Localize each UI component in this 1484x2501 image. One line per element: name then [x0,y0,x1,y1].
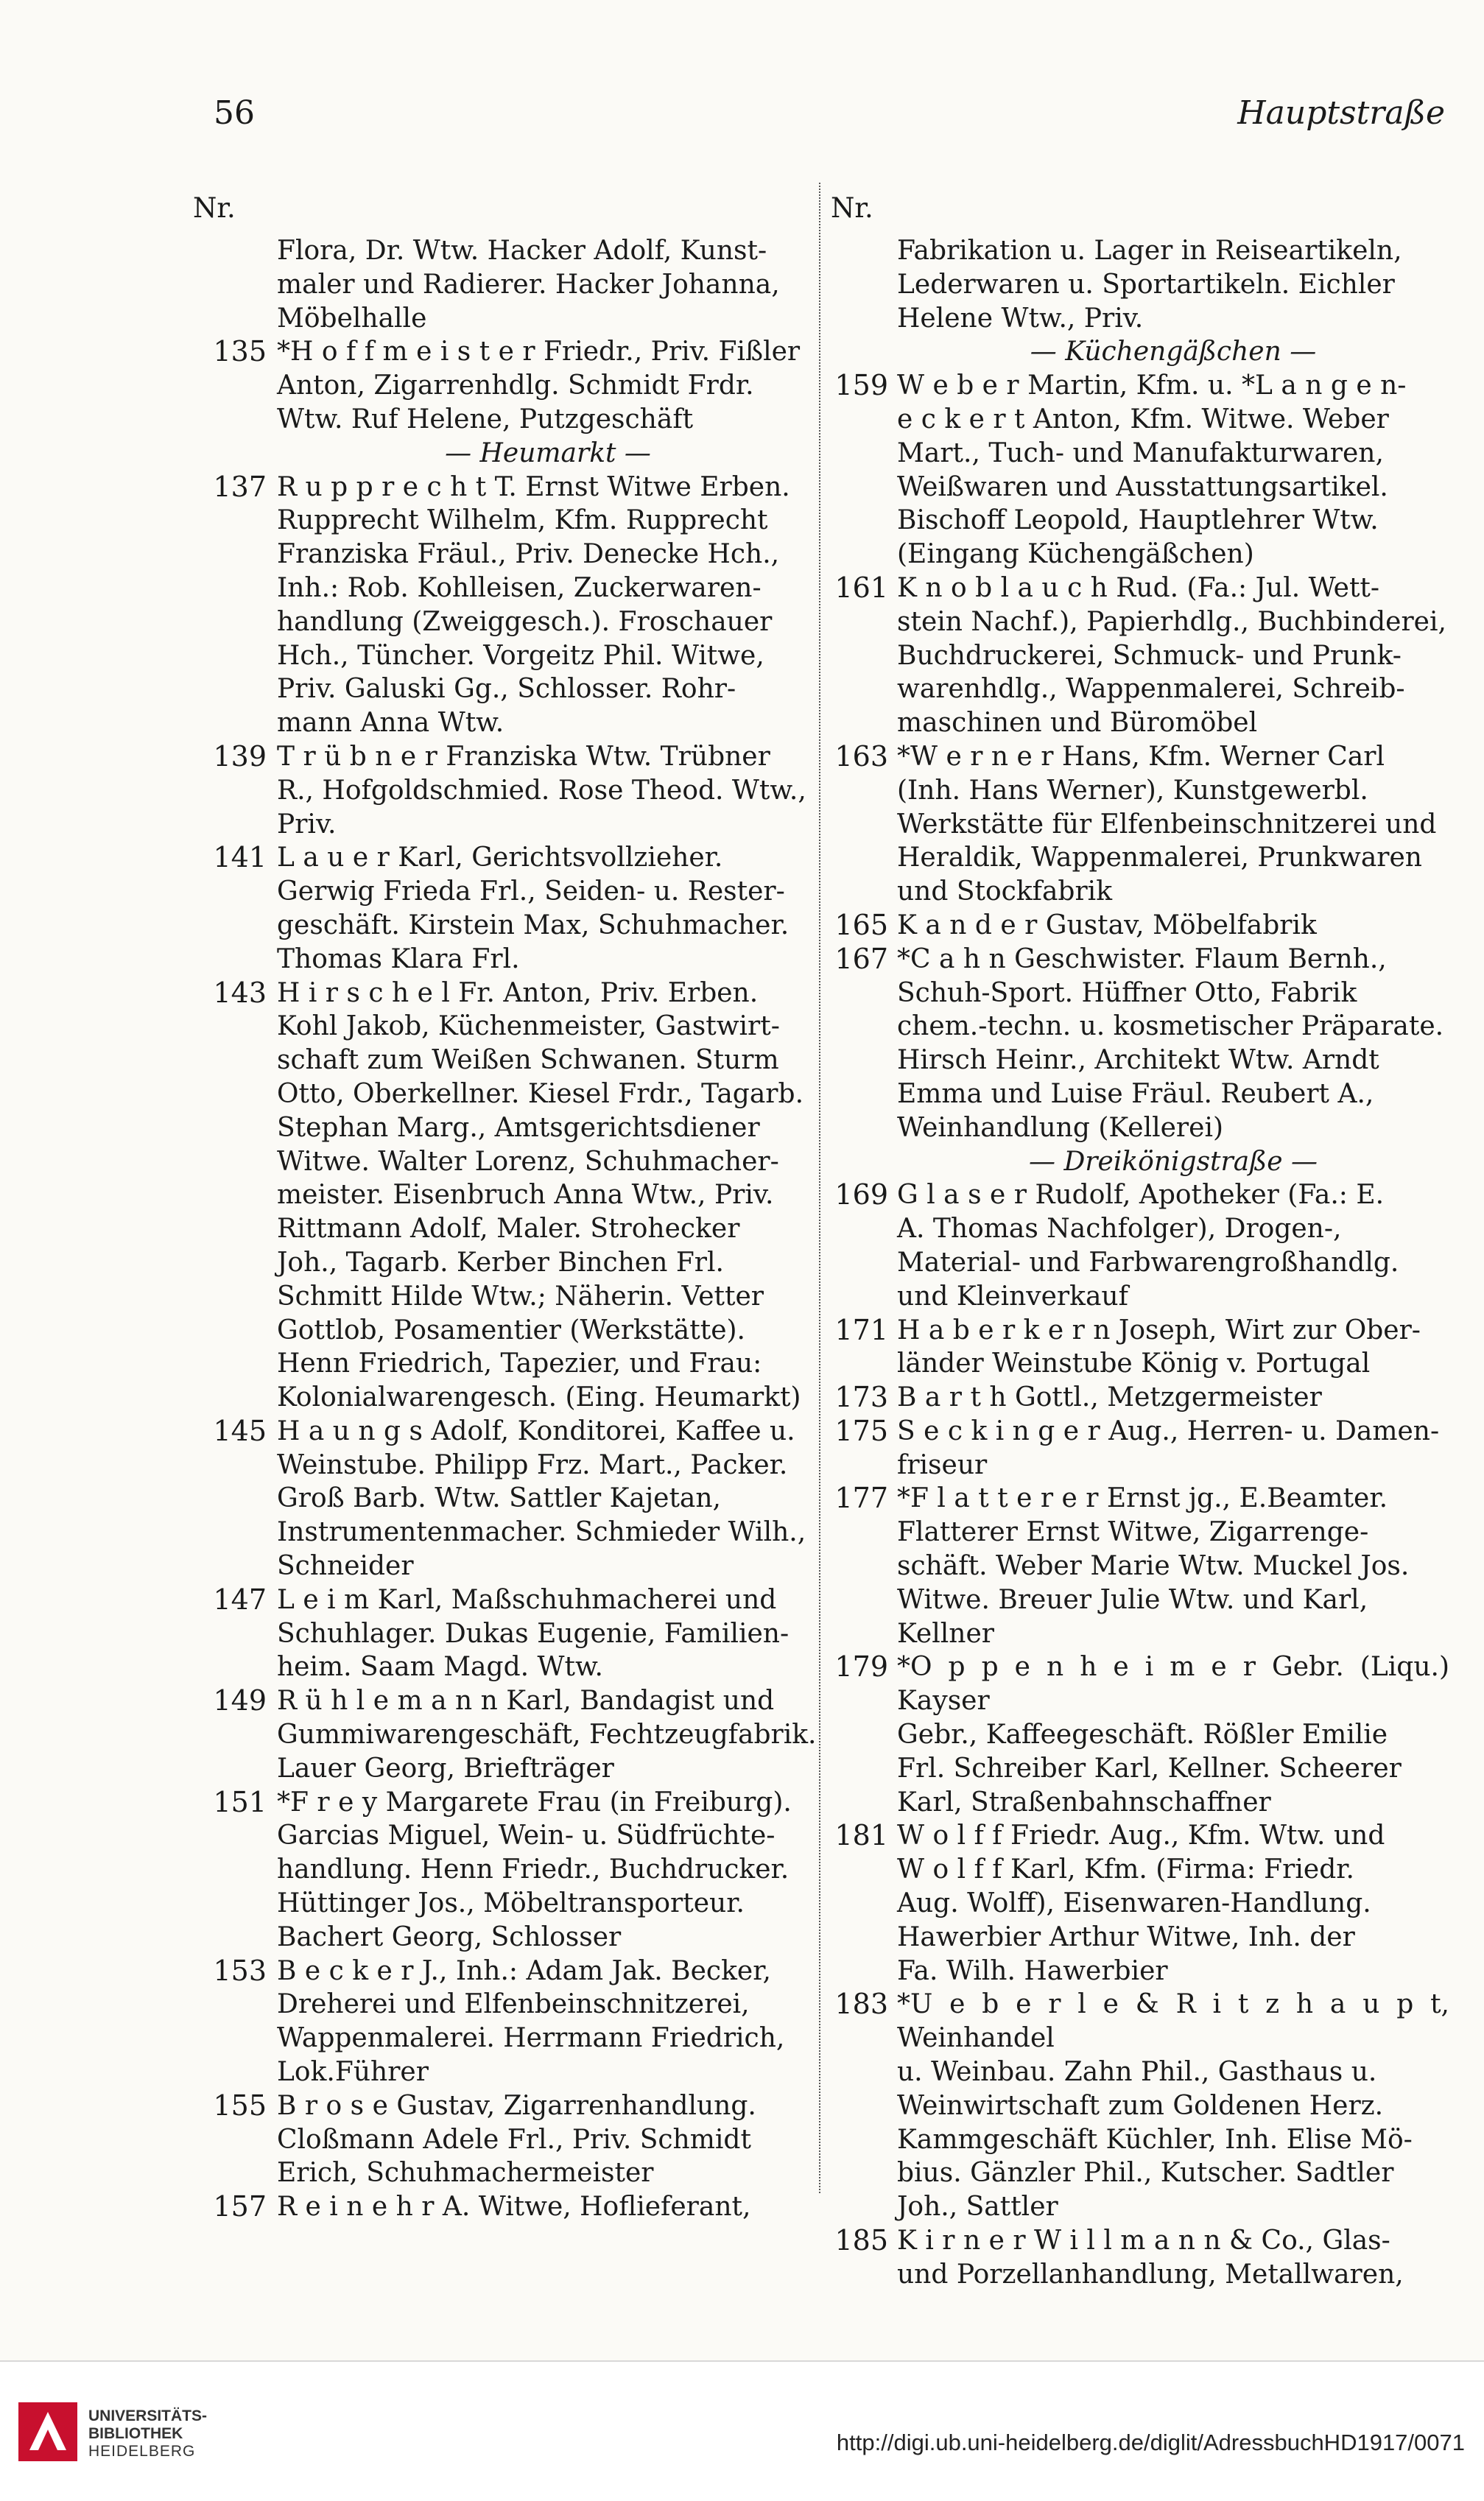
entry-text [897,1415,1449,1482]
entry-line: Gerwig Frieda Frl., Seiden- u. Rester- [277,876,785,907]
entry-line: maler und Radierer. Hacker Johanna, [277,269,780,300]
left-column [193,183,819,2224]
house-number: 145 [213,1414,267,1447]
house-number: 153 [213,1954,267,1987]
entry-line: Hirsch Heinr., Architekt Wtw. Arndt [897,1045,1379,1076]
entry-line: und Kleinverkauf [897,1281,1128,1312]
entry-line: *O p p e n h e i m e r Gebr. (Liqu.) Kayser [897,1652,1449,1717]
entry-text [277,977,819,1415]
house-number: 157 [213,2190,267,2223]
library-name-line1: UNIVERSITÄTS- [88,2407,208,2424]
entry-line: — Dreikönigstraße — [1029,1146,1318,1177]
entry-line: heim. Saam Magd. Wtw. [277,1652,603,1683]
entry-text [277,841,819,976]
entry-text [897,234,1449,335]
entry-line: R u p p r e c h t T. Ernst Witwe Erben. [277,471,790,502]
entry-line: *U e b e r l e & R i t z h a u p t, Weinhandel [897,1989,1449,2054]
entry-line: Anton, Zigarrenhdlg. Schmidt Frdr. [277,370,754,401]
entry-text [277,234,819,335]
entry-line: B a r t h Gottl., Metzgermeister [897,1382,1322,1413]
entry-line: H a u n g s Adolf, Konditorei, Kaffee u. [277,1415,795,1446]
column-heading-nr: Nr. [193,192,236,224]
entry-line: K i r n e r W i l l m a n n & Co., Glas- [897,2226,1390,2256]
address-entry [831,1819,1449,1988]
entry-text [897,1482,1449,1650]
house-number: 137 [213,470,267,503]
entry-line: Schuhlager. Dukas Eugenie, Familien- [277,1618,790,1649]
entry-text [277,1684,819,1785]
entry-line: Weinwirtschaft zum Goldenen Herz. [897,2090,1384,2121]
entry-text [277,471,819,740]
address-entry [831,571,1449,740]
entry-line: L a u e r Karl, Gerichtsvollzieher. [277,843,723,873]
entry-line: Instrumentenmacher. Schmieder Wilh., [277,1517,806,1548]
entry-line: *C a h n Geschwister. Flaum Bernh., [897,943,1387,974]
entry-line: Witwe. Breuer Julie Wtw. und Karl, [897,1584,1368,1615]
entry-line: G l a s e r Rudolf, Apotheker (Fa.: E. [897,1180,1385,1211]
entry-line: Priv. Galuski Gg., Schlosser. Rohr- [277,674,736,705]
entry-line: mann Anna Wtw. [277,708,504,739]
entry-line: W o l f f Friedr. Aug., Kfm. Wtw. und [897,1821,1385,1851]
heidelberg-university-library-logo-icon [15,2399,81,2465]
entry-text [897,1381,1449,1415]
entry-line: W o l f f Karl, Kfm. (Firma: Friedr. [897,1854,1354,1885]
source-url-link[interactable]: http://digi.ub.uni-heidelberg.de/diglit/AdressbuchHD1917/0071 [836,2430,1465,2455]
entry-line: K a n d e r Gustav, Möbelfabrik [897,910,1317,940]
entry-line: Cloßmann Adele Frl., Priv. Schmidt [277,2124,751,2155]
entry-line: T r ü b n e r Franziska Wtw. Trübner [277,741,770,772]
house-number: 175 [834,1414,888,1447]
entry-line: stein Nachf.), Papierhdlg., Buchbinderei, [897,606,1446,637]
house-number: 177 [834,1482,888,1515]
page-footer [0,2360,1484,2501]
entry-line: H a b e r k e r n Joseph, Wirt zur Ober- [897,1315,1421,1346]
house-number: 141 [213,841,267,874]
address-entry [193,1684,819,1785]
address-entry [831,369,1449,571]
entry-line: L e i m Karl, Maßschuhmacherei und [277,1584,777,1615]
address-entry [193,1955,819,2089]
house-number: 151 [213,1785,267,1818]
address-entry [831,909,1449,943]
running-title: Hauptstraße [1237,94,1445,132]
entry-line: S e c k i n g e r Aug., Herren- u. Damen- [897,1415,1440,1446]
entry-line: Franziska Fräul., Priv. Denecke Hch., [277,539,780,570]
entry-line: schäft. Weber Marie Wtw. Muckel Jos. [897,1551,1410,1582]
entry-text [897,369,1449,571]
entry-text [897,943,1449,1145]
entry-line: Kellner [897,1618,994,1649]
entry-line: Weinhandlung (Kellerei) [897,1112,1224,1143]
column-heading-nr: Nr. [831,192,873,224]
address-entry [193,2089,819,2190]
house-number: 169 [834,1178,888,1211]
entry-line: Dreherei und Elfenbeinschnitzerei, [277,1989,750,2020]
entry-text [897,1178,1449,1313]
entry-line: Hawerbier Arthur Witwe, Inh. der [897,1921,1355,1952]
entry-list-right [831,234,1449,2292]
entry-line: Joh., Sattler [897,2192,1058,2223]
entry-line: und Stockfabrik [897,876,1113,907]
entry-line: Lok.Führer [277,2057,429,2088]
house-number: 181 [834,1819,888,1852]
entry-line: Inh.: Rob. Kohlleisen, Zuckerwaren- [277,572,762,603]
entry-list-left [193,234,819,2224]
entry-text [277,1786,819,1955]
entry-line: u. Weinbau. Zahn Phil., Gasthaus u. [897,2057,1377,2088]
entry-line: Werkstätte für Elfenbeinschnitzerei und [897,809,1437,840]
entry-line: und Porzellanhandlung, Metallwaren, [897,2259,1404,2290]
address-entry [831,1482,1449,1650]
entry-line: e c k e r t Anton, Kfm. Witwe. Weber [897,404,1389,435]
entry-line: Fa. Wilh. Hawerbier [897,1955,1168,1986]
house-number: 171 [834,1313,888,1346]
street-name [277,437,819,471]
entry-line: Kammgeschäft Küchler, Inh. Elise Mö- [897,2124,1413,2155]
entry-line: Aug. Wolff), Eisenwaren-Handlung. [897,1888,1371,1919]
entry-line: chem.-techn. u. kosmetischer Präparate. [897,1011,1444,1042]
entry-text [897,1314,1449,1382]
entry-line: Weinstube. Philipp Frz. Mart., Packer. [277,1449,788,1480]
entry-line: warenhdlg., Wappenmalerei, Schreib- [897,674,1405,705]
entry-text [277,2089,819,2190]
entry-line: geschäft. Kirstein Max, Schuhmacher. [277,910,790,940]
entry-text [897,740,1449,909]
library-name-line3: HEIDELBERG [88,2443,196,2460]
address-entry [193,740,819,841]
library-name-line2: BIBLIOTHEK [88,2425,183,2442]
entry-text [277,1583,819,1684]
entry-text [897,1988,1449,2224]
entry-line: Wappenmalerei. Herrmann Friedrich, [277,2023,785,2054]
page-header [214,94,1445,147]
entry-text [897,909,1449,943]
entry-line: *F l a t t e r e r Ernst jg., E.Beamter. [897,1483,1388,1514]
street-heading [193,437,819,471]
entry-text [897,1650,1449,1819]
entry-line: Emma und Luise Fräul. Reubert A., [897,1078,1374,1109]
entry-line: Kolonialwarengesch. (Eing. Heumarkt) [277,1382,801,1413]
entry-line: Lederwaren u. Sportartikeln. Eichler [897,269,1395,300]
entry-line: Gebr., Kaffeegeschäft. Rößler Emilie [897,1720,1388,1751]
entry-text [277,1415,819,1583]
street-heading [831,335,1449,369]
entry-line: handlung (Zweiggesch.). Froschauer [277,606,773,637]
right-column [831,183,1449,2292]
address-entry [831,1415,1449,1482]
address-entry [831,740,1449,909]
entry-line: Lauer Georg, Briefträger [277,1753,614,1784]
entry-line: Wtw. Ruf Helene, Putzgeschäft [277,404,694,435]
entry-line: Karl, Straßenbahnschaffner [897,1787,1271,1818]
house-number: 167 [834,942,888,975]
entry-line: R e i n e h r A. Witwe, Hoflieferant, [277,2192,751,2223]
street-name [897,335,1449,369]
house-number: 165 [834,908,888,941]
entry-line: B e c k e r J., Inh.: Adam Jak. Becker, [277,1955,771,1986]
entry-text [897,571,1449,740]
entry-line: Helene Wtw., Priv. [897,303,1144,334]
entry-line: Thomas Klara Frl. [277,943,520,974]
entry-line: Schneider [277,1551,414,1582]
entry-line: Rupprecht Wilhelm, Kfm. Rupprecht [277,505,768,536]
entry-line: handlung. Henn Friedr., Buchdrucker. [277,1854,790,1885]
house-number: 155 [213,2089,267,2122]
house-number: 159 [834,369,888,402]
house-number: 139 [213,739,267,773]
entry-line: *W e r n e r Hans, Kfm. Werner Carl [897,741,1385,772]
entry-line: Weißwaren und Ausstattungsartikel. [897,471,1388,502]
address-entry [831,2224,1449,2292]
entry-line: R., Hofgoldschmied. Rose Theod. Wtw., [277,775,806,806]
address-entry [831,1650,1449,1819]
entry-line: Bachert Georg, Schlosser [277,1921,622,1952]
entry-line: Buchdruckerei, Schmuck- und Prunk- [897,640,1402,671]
entry-line: (Eingang Küchengäßchen) [897,539,1254,570]
address-entry [193,2190,819,2224]
entry-line: Möbelhalle [277,303,427,334]
entry-line: Bischoff Leopold, Hauptlehrer Wtw. [897,505,1379,536]
house-number: 173 [834,1381,888,1414]
entry-line: K n o b l a u c h Rud. (Fa.: Jul. Wett- [897,572,1380,603]
entry-line: Joh., Tagarb. Kerber Binchen Frl. [277,1247,724,1278]
column-divider [819,183,820,2193]
address-entry [193,841,819,976]
entry-line: Otto, Oberkellner. Kiesel Frdr., Tagarb. [277,1078,804,1109]
entry-line: Groß Barb. Wtw. Sattler Kajetan, [277,1483,721,1514]
entry-line: H i r s c h e l Fr. Anton, Priv. Erben. [277,977,759,1008]
entry-line: Garcias Miguel, Wein- u. Südfrüchte- [277,1821,776,1851]
entry-line: Fabrikation u. Lager in Reiseartikeln, [897,236,1402,266]
entry-line: friseur [897,1449,988,1480]
entry-line: Frl. Schreiber Karl, Kellner. Scheerer [897,1753,1402,1784]
house-number: 179 [834,1650,888,1684]
entry-line: Kohl Jakob, Küchenmeister, Gastwirt- [277,1011,780,1042]
house-number: 135 [213,335,267,368]
entry-line: *F r e y Margarete Frau (in Freiburg). [277,1787,792,1818]
street-name [897,1145,1449,1179]
entry-text [277,740,819,841]
entry-line: Schuh-Sport. Hüffner Otto, Fabrik [897,977,1357,1008]
entry-line: Stephan Marg., Amtsgerichtsdiener [277,1112,760,1143]
entry-text [277,2190,819,2224]
entry-line: maschinen und Büromöbel [897,708,1258,739]
entry-line: Heraldik, Wappenmalerei, Prunkwaren [897,843,1422,873]
house-number: 183 [834,1988,888,2021]
entry-line: Material- und Farbwarengroßhandlg. [897,1247,1399,1278]
address-entry [831,1381,1449,1415]
entry-line: Hch., Tüncher. Vorgeitz Phil. Witwe, [277,640,764,671]
address-entry [831,943,1449,1145]
house-number: 163 [834,739,888,773]
entry-line: Erich, Schuhmachermeister [277,2158,654,2189]
entry-line: Mart., Tuch- und Manufakturwaren, [897,437,1384,468]
entry-line: meister. Eisenbruch Anna Wtw., Priv. [277,1180,774,1211]
address-entry [193,977,819,1415]
address-entry [193,471,819,740]
house-number: 147 [213,1583,267,1616]
entry-line: Gummiwarengeschäft, Fechtzeugfabrik. [277,1720,817,1751]
street-heading [831,1145,1449,1179]
entry-line: *H o f f m e i s t e r Friedr., Priv. Fißler [277,337,801,367]
entry-line: länder Weinstube König v. Portugal [897,1348,1371,1379]
library-name [88,2407,207,2460]
entry-line: Flora, Dr. Wtw. Hacker Adolf, Kunst- [277,236,767,266]
entry-line: W e b e r Martin, Kfm. u. *L a n g e n- [897,370,1407,401]
entry-line: Hüttinger Jos., Möbeltransporteur. [277,1888,745,1919]
entry-text [897,1819,1449,1988]
house-number: 143 [213,976,267,1009]
entry-line: R ü h l e m a n n Karl, Bandagist und [277,1686,775,1717]
address-entry [193,1583,819,1684]
entry-line: schaft zum Weißen Schwanen. Sturm [277,1045,779,1076]
house-number: 161 [834,571,888,604]
entry-line: Gottlob, Posamentier (Werkstätte). [277,1315,745,1346]
address-entry [193,1786,819,1955]
address-entry [831,1988,1449,2224]
address-entry [193,335,819,436]
entry-line: Witwe. Walter Lorenz, Schuhmacher- [277,1146,779,1177]
entry-line: Henn Friedrich, Tapezier, und Frau: [277,1348,762,1379]
address-entry [193,234,819,335]
house-number: 149 [213,1684,267,1717]
address-entry [831,1178,1449,1313]
page-number: 56 [214,94,255,132]
entry-line: — Heumarkt — [445,437,651,468]
entry-line: bius. Gänzler Phil., Kutscher. Sadtler [897,2158,1394,2189]
address-entry [831,234,1449,335]
entry-text [277,335,819,436]
address-entry [831,1314,1449,1382]
address-entry [193,1415,819,1583]
entry-line: Schmitt Hilde Wtw.; Näherin. Vetter [277,1281,764,1312]
entry-text [897,2224,1449,2292]
entry-line: Priv. [277,809,337,840]
entry-line: Rittmann Adolf, Maler. Strohecker [277,1214,740,1245]
house-number: 185 [834,2224,888,2257]
entry-line: — Küchengäßchen — [1030,337,1317,367]
entry-line: Flatterer Ernst Witwe, Zigarrenge- [897,1517,1369,1548]
entry-line: (Inh. Hans Werner), Kunstgewerbl. [897,775,1368,806]
entry-line: A. Thomas Nachfolger), Drogen-, [897,1214,1342,1245]
entry-line: B r o s e Gustav, Zigarrenhandlung. [277,2090,756,2121]
entry-text [277,1955,819,2089]
